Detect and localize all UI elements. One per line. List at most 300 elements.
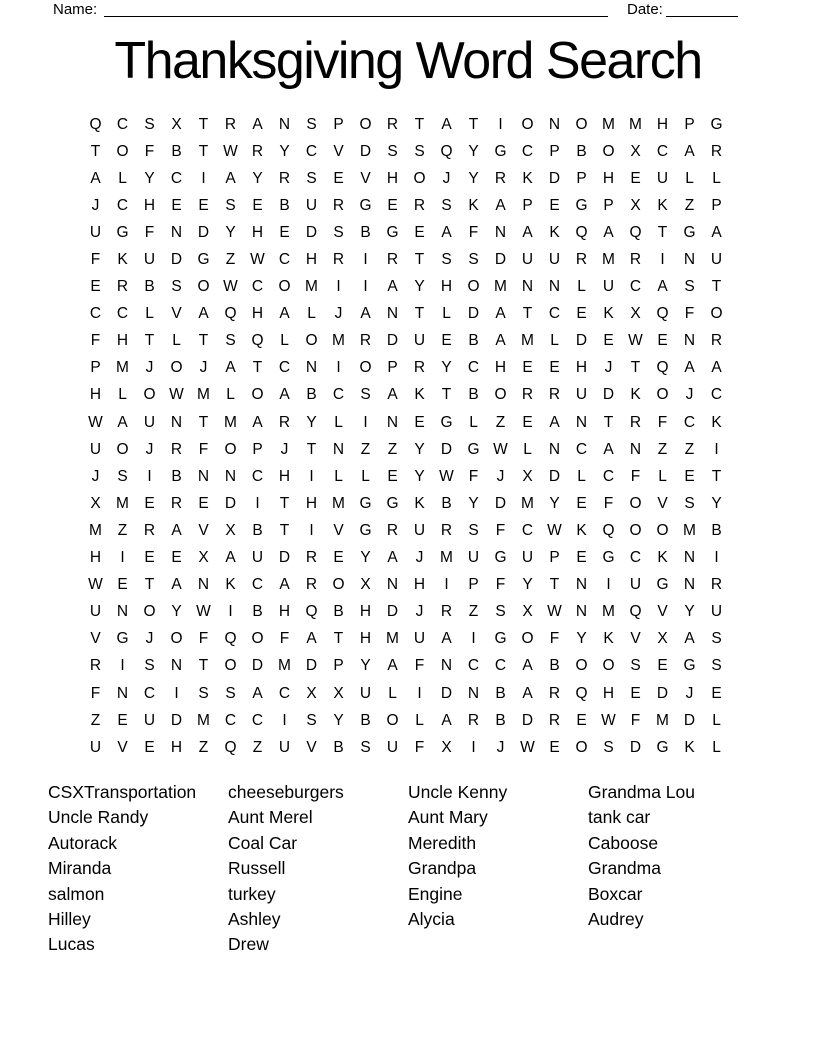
grid-letter: B — [279, 196, 290, 214]
grid-letter: K — [630, 386, 641, 404]
grid-letter: U — [251, 549, 264, 567]
grid-letter: M — [602, 115, 615, 133]
grid-letter: A — [711, 359, 722, 377]
grid-letter: U — [629, 576, 642, 594]
grid-letter: A — [684, 142, 695, 160]
grid-letter: I — [471, 630, 476, 648]
grid-letter: C — [602, 467, 615, 485]
grid-letter: G — [683, 657, 696, 675]
grid-letter: N — [548, 115, 561, 133]
grid-letter: E — [630, 169, 641, 187]
grid-letter: B — [171, 467, 182, 485]
grid-letter: T — [279, 521, 290, 539]
grid-letter: U — [305, 196, 318, 214]
grid-letter: L — [712, 169, 721, 187]
grid-letter: U — [710, 251, 723, 269]
grid-letter: J — [145, 630, 154, 648]
grid-letter: C — [116, 115, 129, 133]
grid-letter: G — [656, 738, 669, 756]
grid-letter: A — [684, 359, 695, 377]
grid-letter: D — [278, 549, 291, 567]
grid-letter: R — [440, 603, 453, 621]
grid-letter: A — [171, 521, 182, 539]
grid-letter: A — [495, 196, 506, 214]
grid-letter: B — [360, 223, 371, 241]
grid-letter: L — [334, 467, 343, 485]
grid-letter: D — [467, 305, 480, 323]
grid-letter: I — [120, 657, 125, 675]
grid-letter: P — [549, 142, 560, 160]
word-list-item: Grandma Lou — [588, 782, 696, 802]
grid-letter: L — [118, 386, 127, 404]
grid-letter: N — [386, 305, 399, 323]
grid-letter: N — [467, 684, 480, 702]
grid-letter: M — [440, 549, 453, 567]
grid-letter: D — [305, 657, 318, 675]
grid-letter: K — [522, 169, 533, 187]
grid-letter: B — [306, 386, 317, 404]
grid-letter: S — [225, 196, 236, 214]
grid-letter: G — [656, 576, 669, 594]
grid-letter: O — [251, 630, 264, 648]
grid-letter: T — [306, 440, 317, 458]
grid-letter: O — [251, 386, 264, 404]
grid-letter: R — [224, 115, 237, 133]
grid-letter: A — [387, 386, 398, 404]
grid-letter: N — [170, 657, 183, 675]
grid-letter: Z — [657, 440, 668, 458]
grid-letter: X — [441, 738, 452, 756]
grid-letter: Y — [414, 278, 425, 296]
grid-letter: R — [521, 386, 534, 404]
grid-letter: V — [198, 521, 209, 539]
grid-letter: R — [386, 521, 399, 539]
grid-letter: O — [656, 386, 669, 404]
grid-letter: D — [575, 332, 588, 350]
grid-letter: E — [387, 467, 398, 485]
grid-letter: B — [576, 142, 587, 160]
grid-letter: A — [441, 711, 452, 729]
grid-letter: R — [710, 332, 723, 350]
grid-letter: S — [684, 494, 695, 512]
grid-letter: D — [683, 711, 696, 729]
grid-letter: U — [521, 549, 534, 567]
grid-letter: N — [440, 657, 453, 675]
grid-letter: M — [116, 494, 129, 512]
grid-letter: N — [170, 413, 183, 431]
grid-letter: B — [252, 521, 263, 539]
grid-letter: E — [198, 196, 209, 214]
grid-letter: I — [309, 521, 314, 539]
grid-letter: Y — [360, 657, 371, 675]
grid-letter: I — [174, 684, 179, 702]
word-list-item: Coal Car — [228, 832, 298, 853]
grid-letter: U — [602, 278, 615, 296]
grid-letter: M — [683, 521, 696, 539]
grid-letter: N — [575, 576, 588, 594]
grid-letter: R — [440, 521, 453, 539]
grid-letter: O — [521, 630, 534, 648]
grid-letter: N — [386, 413, 399, 431]
grid-letter: S — [306, 115, 317, 133]
grid-letter: E — [657, 657, 668, 675]
grid-letter: S — [333, 223, 344, 241]
grid-letter: U — [413, 630, 426, 648]
grid-letter: J — [685, 386, 694, 404]
grid-letter: R — [710, 142, 723, 160]
grid-letter: U — [89, 223, 102, 241]
grid-letter: Z — [225, 251, 236, 269]
grid-letter: Y — [711, 494, 722, 512]
grid-letter: I — [363, 413, 368, 431]
grid-letter: Y — [279, 142, 290, 160]
grid-letter: F — [414, 738, 425, 756]
word-list-item: salmon — [48, 883, 105, 904]
grid-letter: Y — [684, 603, 695, 621]
grid-letter: O — [359, 359, 372, 377]
grid-letter: F — [630, 467, 641, 485]
grid-letter: N — [197, 576, 210, 594]
grid-letter: C — [251, 711, 264, 729]
grid-letter: A — [522, 684, 533, 702]
grid-letter: E — [549, 196, 560, 214]
grid-letter: L — [658, 467, 667, 485]
grid-letter: W — [250, 251, 265, 269]
grid-letter: A — [117, 413, 128, 431]
grid-letter: P — [387, 359, 398, 377]
grid-letter: U — [413, 521, 426, 539]
grid-letter: T — [630, 359, 641, 377]
grid-letter: D — [386, 332, 399, 350]
grid-letter: Y — [441, 359, 452, 377]
grid-letter: S — [360, 738, 371, 756]
word-list — [48, 780, 768, 958]
grid-letter: A — [549, 413, 560, 431]
grid-letter: S — [630, 657, 641, 675]
word-list-item: Ashley — [228, 909, 281, 930]
grid-letter: E — [144, 549, 155, 567]
word-search-grid — [82, 111, 730, 761]
grid-letter: O — [494, 386, 507, 404]
grid-letter: E — [117, 576, 128, 594]
grid-letter: X — [630, 305, 641, 323]
grid-letter: I — [714, 440, 719, 458]
grid-letter: O — [710, 305, 723, 323]
grid-letter: R — [413, 359, 426, 377]
grid-letter: F — [603, 494, 614, 512]
word-list-item: Caboose — [588, 832, 659, 853]
grid-letter: I — [255, 494, 260, 512]
grid-letter: C — [251, 576, 264, 594]
grid-letter: C — [278, 251, 291, 269]
grid-letter: H — [575, 359, 588, 377]
grid-letter: D — [197, 223, 210, 241]
grid-letter: R — [629, 251, 642, 269]
grid-letter: O — [332, 576, 345, 594]
grid-letter: L — [334, 413, 343, 431]
word-list-item: Drew — [228, 934, 269, 955]
grid-letter: G — [359, 196, 372, 214]
grid-letter: H — [251, 305, 264, 323]
grid-letter: Q — [575, 223, 588, 241]
grid-letter: S — [225, 684, 236, 702]
grid-letter: N — [629, 440, 642, 458]
grid-letter: V — [117, 738, 128, 756]
grid-letter: L — [145, 305, 154, 323]
grid-letter: X — [630, 142, 641, 160]
grid-letter: G — [440, 413, 453, 431]
grid-letter: T — [198, 332, 209, 350]
grid-letter: D — [440, 684, 453, 702]
grid-letter: N — [116, 684, 129, 702]
grid-letter: N — [548, 278, 561, 296]
grid-letter: R — [386, 251, 399, 269]
grid-letter: A — [657, 278, 668, 296]
grid-letter: T — [711, 467, 722, 485]
grid-letter: R — [548, 684, 561, 702]
grid-letter: X — [360, 576, 371, 594]
grid-letter: K — [549, 223, 560, 241]
grid-letter: T — [198, 142, 209, 160]
name-blank-line — [104, 0, 608, 17]
grid-letter: A — [441, 115, 452, 133]
grid-letter: Y — [306, 413, 317, 431]
grid-letter: S — [468, 251, 479, 269]
grid-letter: Z — [387, 440, 398, 458]
grid-letter: C — [656, 142, 669, 160]
grid-letter: W — [88, 576, 103, 594]
grid-letter: R — [386, 115, 399, 133]
grid-letter: T — [252, 359, 263, 377]
grid-letter: A — [387, 549, 398, 567]
grid-letter: S — [225, 332, 236, 350]
grid-letter: Q — [224, 630, 237, 648]
grid-letter: A — [441, 223, 452, 241]
grid-letter: D — [170, 251, 183, 269]
grid-letter: A — [252, 115, 263, 133]
grid-letter: D — [656, 684, 669, 702]
grid-letter: Y — [144, 169, 155, 187]
grid-letter: P — [684, 115, 695, 133]
grid-letter: J — [91, 467, 100, 485]
grid-letter: H — [251, 223, 264, 241]
grid-letter: U — [89, 738, 102, 756]
grid-letter: E — [198, 494, 209, 512]
grid-letter: C — [521, 142, 534, 160]
grid-letter: E — [90, 278, 101, 296]
grid-letter: S — [387, 142, 398, 160]
grid-letter: A — [522, 223, 533, 241]
grid-letter: C — [89, 305, 102, 323]
grid-letter: L — [469, 413, 478, 431]
grid-letter: G — [494, 549, 507, 567]
grid-letter: T — [711, 278, 722, 296]
grid-letter: L — [307, 305, 316, 323]
grid-letter: U — [521, 251, 534, 269]
grid-letter: Z — [198, 738, 209, 756]
grid-letter: E — [684, 467, 695, 485]
grid-letter: A — [603, 223, 614, 241]
grid-letter: F — [90, 684, 101, 702]
grid-letter: A — [522, 657, 533, 675]
date-blank-line — [666, 0, 738, 17]
grid-letter: S — [414, 142, 425, 160]
grid-letter: Y — [252, 169, 263, 187]
grid-letter: E — [117, 711, 128, 729]
grid-letter: E — [630, 684, 641, 702]
word-list-item: cheeseburgers — [228, 782, 344, 802]
grid-letter: N — [116, 603, 129, 621]
grid-letter: R — [629, 413, 642, 431]
grid-letter: Q — [89, 115, 102, 133]
grid-letter: E — [522, 413, 533, 431]
grid-letter: C — [494, 657, 507, 675]
grid-letter: H — [602, 169, 615, 187]
grid-letter: C — [278, 359, 291, 377]
grid-letter: Q — [224, 305, 237, 323]
grid-letter: W — [439, 467, 454, 485]
grid-letter: I — [363, 251, 368, 269]
grid-letter: G — [467, 440, 480, 458]
grid-letter: I — [606, 576, 611, 594]
word-list-item: Autorack — [48, 832, 118, 853]
grid-letter: H — [89, 386, 102, 404]
grid-letter: M — [494, 278, 507, 296]
grid-letter: R — [143, 521, 156, 539]
grid-letter: X — [657, 630, 668, 648]
grid-letter: S — [306, 711, 317, 729]
grid-letter: F — [657, 413, 668, 431]
grid-letter: C — [170, 169, 183, 187]
grid-letter: M — [602, 251, 615, 269]
grid-letter: Q — [575, 684, 588, 702]
grid-letter: O — [143, 603, 156, 621]
grid-letter: R — [170, 440, 183, 458]
grid-letter: C — [467, 657, 480, 675]
grid-letter: W — [223, 278, 238, 296]
grid-letter: C — [251, 467, 264, 485]
grid-letter: Y — [414, 440, 425, 458]
grid-letter: V — [657, 494, 668, 512]
grid-letter: K — [225, 576, 236, 594]
grid-letter: I — [444, 576, 449, 594]
grid-letter: C — [278, 684, 291, 702]
grid-letter: W — [547, 521, 562, 539]
grid-letter: C — [332, 386, 345, 404]
grid-letter: S — [198, 684, 209, 702]
grid-letter: E — [549, 359, 560, 377]
grid-letter: J — [199, 359, 208, 377]
grid-letter: G — [359, 521, 372, 539]
grid-letter: R — [332, 196, 345, 214]
grid-letter: X — [522, 467, 533, 485]
grid-letter: S — [144, 657, 155, 675]
grid-letter: W — [223, 142, 238, 160]
grid-letter: A — [603, 440, 614, 458]
grid-letter: O — [143, 386, 156, 404]
grid-letter: E — [576, 711, 587, 729]
grid-letter: A — [252, 684, 263, 702]
grid-letter: U — [575, 386, 588, 404]
grid-letter: S — [117, 467, 128, 485]
grid-letter: N — [521, 278, 534, 296]
grid-letter: P — [711, 196, 722, 214]
grid-letter: G — [575, 196, 588, 214]
grid-letter: B — [360, 711, 371, 729]
grid-letter: R — [251, 142, 264, 160]
grid-letter: E — [603, 332, 614, 350]
grid-letter: A — [252, 413, 263, 431]
grid-letter: X — [630, 196, 641, 214]
grid-letter: F — [468, 223, 479, 241]
grid-letter: N — [197, 467, 210, 485]
grid-letter: M — [521, 332, 534, 350]
grid-letter: Z — [90, 711, 101, 729]
grid-letter: N — [683, 576, 696, 594]
grid-letter: S — [306, 169, 317, 187]
grid-letter: R — [278, 169, 291, 187]
grid-letter: J — [496, 738, 505, 756]
grid-letter: I — [228, 603, 233, 621]
grid-letter: O — [602, 142, 615, 160]
grid-letter: H — [359, 630, 372, 648]
grid-letter: G — [386, 494, 399, 512]
word-list-item: Grandpa — [408, 858, 477, 879]
grid-letter: Q — [656, 359, 669, 377]
grid-letter: M — [305, 278, 318, 296]
grid-letter: H — [413, 576, 426, 594]
grid-letter: J — [496, 467, 505, 485]
grid-letter: M — [656, 711, 669, 729]
grid-letter: J — [442, 169, 451, 187]
grid-letter: U — [143, 251, 156, 269]
grid-letter: D — [521, 711, 534, 729]
grid-letter: W — [196, 603, 211, 621]
grid-letter: N — [224, 467, 237, 485]
grid-letter: C — [251, 278, 264, 296]
word-list-item: Boxcar — [588, 883, 643, 904]
grid-letter: B — [441, 494, 452, 512]
grid-letter: R — [89, 657, 102, 675]
grid-letter: U — [89, 603, 102, 621]
grid-letter: H — [278, 603, 291, 621]
grid-letter: D — [440, 440, 453, 458]
grid-letter: T — [279, 494, 290, 512]
grid-letter: H — [386, 169, 399, 187]
grid-letter: Y — [468, 142, 479, 160]
grid-letter: L — [577, 278, 586, 296]
grid-letter: F — [90, 332, 101, 350]
grid-letter: B — [468, 386, 479, 404]
grid-letter: T — [198, 657, 209, 675]
grid-letter: D — [494, 251, 507, 269]
grid-letter: K — [711, 413, 722, 431]
grid-letter: J — [334, 305, 343, 323]
grid-letter: A — [90, 169, 101, 187]
grid-letter: E — [144, 494, 155, 512]
grid-letter: C — [629, 549, 642, 567]
grid-letter: I — [120, 549, 125, 567]
grid-letter: M — [224, 413, 237, 431]
grid-letter: P — [252, 440, 263, 458]
grid-letter: C — [548, 305, 561, 323]
grid-letter: C — [305, 142, 318, 160]
grid-letter: Q — [224, 738, 237, 756]
grid-letter: N — [575, 413, 588, 431]
word-list-item: Grandma — [588, 858, 661, 879]
word-list-item: tank car — [588, 807, 651, 828]
grid-letter: Q — [602, 521, 615, 539]
